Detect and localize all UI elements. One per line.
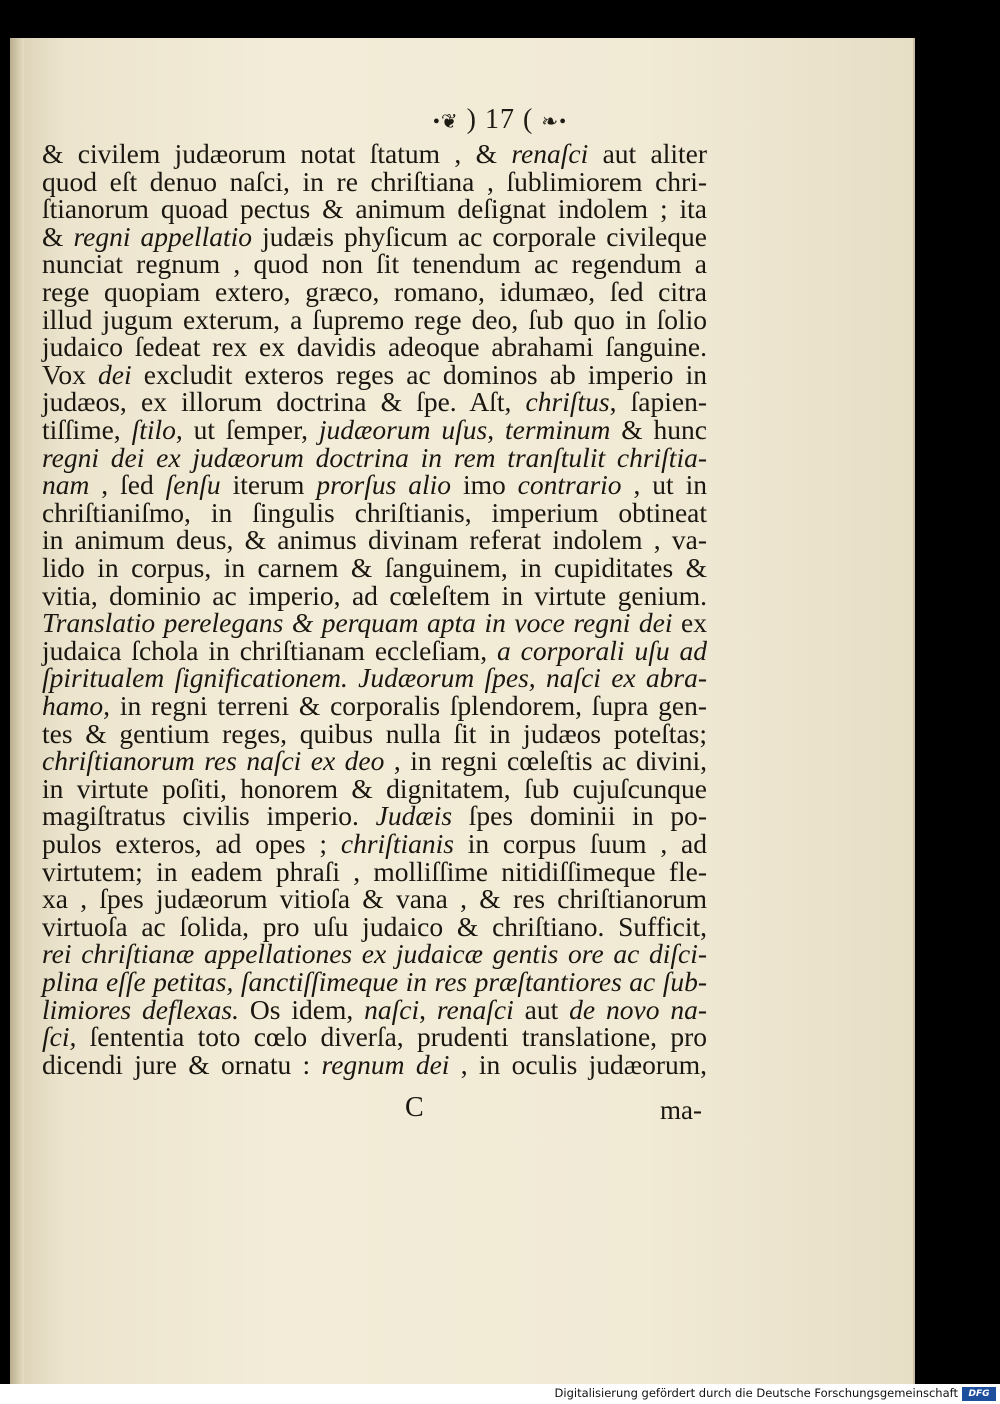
text-segment: , ſed [89,469,166,501]
text-line [42,940,707,968]
text-line [42,609,707,637]
italic-text: naſci [364,993,420,1025]
text-segment: xa , ſpes judæorum vitioſa & vana , & res chriſtianorum [42,883,707,915]
text-line [42,910,707,942]
text-line [42,526,707,554]
text-line [42,579,707,611]
italic-text: regni dei ex judæorum doctrina in rem tranſtulit chriſtia- [42,441,707,473]
text-line [42,195,707,223]
text-segment: judæis phyſicum ac corporale civileque [252,220,707,252]
footer-bar [0,1384,1000,1404]
text-line [42,634,707,666]
text-line [42,717,707,749]
text-segment: judaica ſchola in chriſtianam eccleſiam, [42,634,497,666]
italic-text: Translatio perelegans & perquam apta in voce regni dei [42,607,673,639]
text-line [42,830,707,858]
italic-text: ſci, [42,1021,77,1053]
text-segment: vitia, dominio ac imperio, ad cœleſtem in virtute genium. [42,579,707,611]
text-segment: , [487,414,505,445]
text-line [42,250,707,278]
text-segment: magiſtratus civilis imperio. [42,800,376,832]
text-line [42,855,707,887]
text-segment: aut [513,993,570,1025]
text-line [42,1023,707,1051]
text-line [42,692,707,720]
italic-text: ſenſu [165,469,221,501]
header-ornament-right: ❧• [541,111,568,133]
text-segment: , in oculis judæorum, [449,1048,708,1080]
text-segment: ſtianorum quoad pectus & animum deſignat indolem ; ita [42,193,707,225]
text-line [42,885,707,913]
text-segment: , in regni cœleſtis ac divini, [384,745,707,777]
text-line [42,165,707,197]
text-line [42,441,707,473]
text-segment: Vox [42,358,98,390]
italic-text: renaſci [436,993,514,1025]
italic-text: terminum [504,414,611,445]
dfg-logo-icon: DFG [962,1387,996,1401]
text-segment: lido in corpus, in carnem & ſanguinem, in cupiditates & [42,552,707,583]
text-segment: imo [451,469,518,501]
text-segment: judaico ſedeat rex ex davidis adeoque abrahami ſanguine. [42,331,707,363]
signature-mark: C [405,1092,424,1123]
italic-text: judæorum uſus [318,414,488,445]
catchword: ma- [660,1095,702,1125]
footer-credit: Digitalisierung gefördert durch die Deutsche Forschungsgemeinschaft [554,1386,958,1400]
text-line [42,278,707,306]
text-line [42,358,707,390]
text-line [42,554,707,582]
text-segment: excludit exteros reges ac dominos ab imperio in [131,358,707,390]
italic-text: prorſus alio [316,469,452,501]
italic-text: renaſci [511,138,589,169]
italic-text: contrario [517,469,622,501]
text-line [42,140,707,168]
text-line [42,968,707,996]
text-segment: tes & gentium reges, quibus nulla ſit in judæos poteſtas; [42,717,707,749]
italic-text: ſtilo, [131,414,183,445]
text-line [42,333,707,361]
italic-text: dei [97,358,132,390]
page-gutter-shadow [10,38,24,1384]
italic-text: plina eſſe petitas, ſanctiſſimeque in res præſtantiores ac ſub- [42,966,707,997]
header-ornament-left: •❦ [432,111,459,133]
text-line [42,993,707,1025]
italic-text: chriſtianis [340,828,454,859]
italic-text: hamo, [42,690,110,721]
text-line [42,416,707,444]
text-segment: in virtute poſiti, honorem & dignitatem, ſub cujuſcunque [42,772,707,804]
page-number: ) 17 ( [466,104,534,135]
text-segment: ſpes dominii in po- [452,800,707,832]
text-segment: & civilem judæorum notat ſtatum , & [42,138,512,169]
italic-text: chriſtus [525,386,610,418]
text-line [42,496,707,528]
text-segment: in regni terreni & corporalis ſplendorem, ſupra gen- [110,690,707,721]
page-header [0,104,1000,136]
text-line [42,388,707,416]
text-segment: illud jugum exterum, a ſupremo rege deo, ſub quo in ſolio [42,303,707,335]
text-segment: & [42,220,74,252]
text-segment: chriſtianiſmo, in ſingulis chriſtianis, imperium obtineat [42,496,707,528]
text-line [42,303,707,335]
text-segment: ſententia toto cœlo diverſa, prudenti translatione, pro [76,1021,707,1053]
text-segment: tiſſime, [42,414,132,445]
italic-text: nam [42,469,90,501]
text-segment: virtutem; in eadem phraſi , molliſſime nitidiſſimeque fle- [42,855,707,887]
text-segment: ut ſemper, [182,414,319,445]
text-segment: & hunc [610,414,708,445]
italic-text: Judæis [375,800,453,832]
text-segment: pulos exteros, ad opes ; [42,828,341,859]
italic-text: limiores deflexas. [42,993,239,1025]
text-segment: quod eſt denuo naſci, in re chriſtiana , ſublimiorem chri- [42,165,707,197]
text-segment: ex [672,607,707,639]
italic-text: rei chriſtianæ appellationes ex judaicæ gentis ore ac diſci- [42,938,707,970]
text-line [42,664,707,692]
text-segment: judæos, ex illorum doctrina & ſpe. Aſt, [42,386,526,418]
text-line [42,471,707,499]
italic-text: de novo na- [569,993,707,1025]
italic-text: chriſtianorum res naſci ex deo [42,745,385,777]
text-segment: in corpus ſuum , ad [453,828,707,859]
text-segment: in animum deus, & animus divinam referat indolem , va- [42,524,707,556]
italic-text: a corporali uſu ad [496,634,707,666]
italic-text: regnum dei [321,1048,450,1080]
text-segment: aut aliter [588,138,707,169]
text-line [42,1048,708,1080]
text-segment: , ut in [621,469,708,501]
text-segment: nunciat regnum , quod non ſit tenendum ac regendum a [42,248,707,280]
text-line [42,220,707,252]
text-segment: virtuoſa ac ſolida, pro uſu judaico & chriſtiano. Sufficit, [42,910,707,942]
italic-text: regni appellatio [73,220,253,252]
italic-text: ſpiritualem ſignificationem. Judæorum ſpes, naſci ex abra- [42,662,707,694]
text-segment: , ſapien- [609,386,707,418]
text-segment: Os idem, [239,993,365,1025]
text-segment: dicendi jure & ornatu : [42,1048,322,1080]
text-segment: , [419,993,437,1025]
text-line [42,772,707,804]
text-segment: iterum [220,469,317,501]
text-line [42,802,707,830]
text-segment: rege quopiam extero, græco, romano, idumæo, ſed citra [42,276,707,307]
text-line [42,747,707,775]
